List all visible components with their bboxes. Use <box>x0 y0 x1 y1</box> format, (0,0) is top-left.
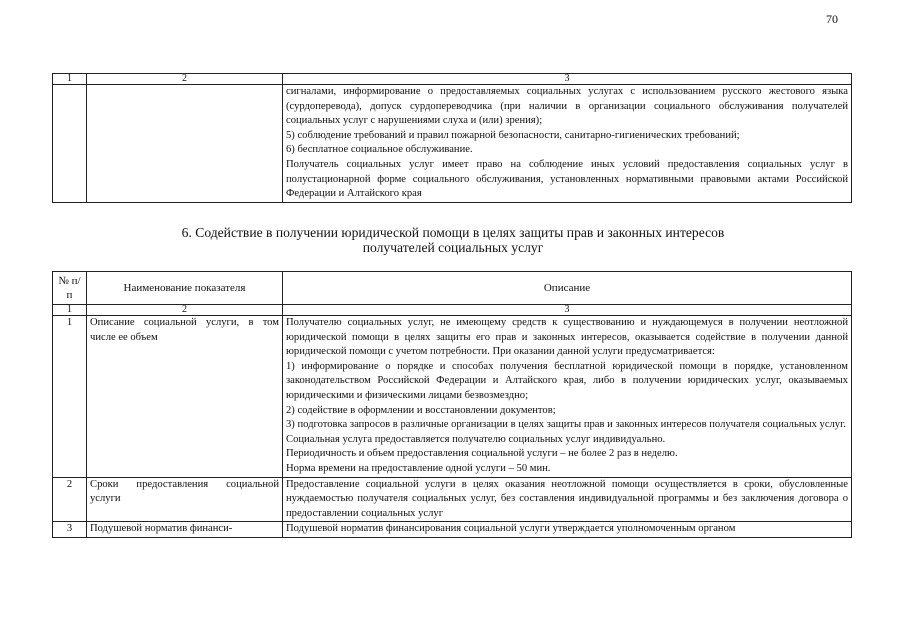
column-number-row <box>53 74 852 85</box>
description-paragraph: Подушевой норматив финансирования социальной услуги утверждается уполномоченным органом <box>286 523 736 535</box>
description-paragraph: Предоставление социальной услуги в целях оказания неотложной помощи осуществляется в сроки, обусловленные нуждаемостью получателя социальных услуг, без составления индивидуальной программы и без заключения договора о предоставлении социальных услуг <box>286 478 848 519</box>
indicator-name <box>87 85 283 203</box>
column-number: 2 <box>87 305 283 316</box>
column-number: 2 <box>87 74 283 85</box>
table-row <box>53 522 852 538</box>
table-row <box>53 477 852 522</box>
indicator-name: Описание социальной услуги, в том числе ее объем <box>87 316 283 478</box>
description-paragraph: 2) содействие в оформлении и восстановлении документов; <box>286 404 556 416</box>
row-number: 2 <box>53 477 87 522</box>
column-number: 1 <box>53 305 87 316</box>
row-number: 1 <box>53 316 87 478</box>
indicator-name: Сроки предоставления социальной услуги <box>87 477 283 522</box>
description-paragraph: Периодичность и объем предоставления социальной услуги – не более 2 раз в неделю. <box>286 448 678 460</box>
continuation-table <box>52 73 852 203</box>
description-paragraph: Получатель социальных услуг имеет право на соблюдение иных условий предоставления социальных услуг в полустационарной форме социального обслуживания, установленных нормативными правовыми актами Российской Федерации и Алтайского края <box>286 158 848 200</box>
column-number-row <box>53 305 852 316</box>
table-row <box>53 316 852 478</box>
row-number: 3 <box>53 522 87 538</box>
page-number: 70 <box>826 12 838 26</box>
table-row <box>53 85 852 203</box>
description-paragraph: Получателю социальных услуг, не имеющему средств к существованию и нуждающемуся в получении неотложной юридической помощи в целях защиты его прав и законных интересов, оказывается содействие в получении данной юридической помощи с учетом потребности. При оказании данной услуги предусматривается: <box>286 317 848 358</box>
row-description <box>283 85 852 203</box>
column-number: 3 <box>283 305 852 316</box>
header-description: Описание <box>283 272 852 305</box>
row-number <box>53 85 87 203</box>
description-paragraph: 1) информирование о порядке и способах получения бесплатной юридической помощи в порядке, установленном законодательством Российской Федерации и Алтайского края, либо в получении юридических услуг, оказываемых юридическими и физическими лицами безвозмездно; <box>286 360 848 401</box>
row-description <box>283 316 852 478</box>
header-row <box>53 272 852 305</box>
header-number: № п/п <box>53 272 87 305</box>
indicator-name: Подушевой норматив финанси- <box>87 522 283 538</box>
description-paragraph: 5) соблюдение требований и правил пожарной безопасности, санитарно-гигиенических требований; <box>286 129 740 141</box>
column-number: 3 <box>283 74 852 85</box>
description-paragraph: 3) подготовка запросов в различные организации в целях защиты прав и законных интересов получателя социальных услуг. <box>286 419 846 431</box>
description-paragraph: сигналами, информирование о предоставляемых социальных услугах с использованием русского жестового языка (сурдоперевода), допуск сурдопереводчика (при наличии в организации социального обслуживания получателей социальных услуг с нарушениями слуха и (или) зрения); <box>286 86 848 127</box>
section-title-line-2: получателей социальных услуг <box>362 240 544 255</box>
column-number: 1 <box>53 74 87 85</box>
description-paragraph: Социальная услуга предоставляется получателю социальных услуг индивидуально. <box>286 433 666 445</box>
header-name: Наименование показателя <box>87 272 283 305</box>
description-paragraph: 6) бесплатное социальное обслуживание. <box>286 144 473 156</box>
row-description <box>283 522 852 538</box>
description-paragraph: Норма времени на предоставление одной услуги – 50 мин. <box>286 462 551 474</box>
row-description <box>283 477 852 522</box>
section-title <box>80 225 826 255</box>
main-table <box>52 271 852 538</box>
section-title-line-1: 6. Содействие в получении юридической помощи в целях защиты прав и законных интересов <box>181 225 725 240</box>
